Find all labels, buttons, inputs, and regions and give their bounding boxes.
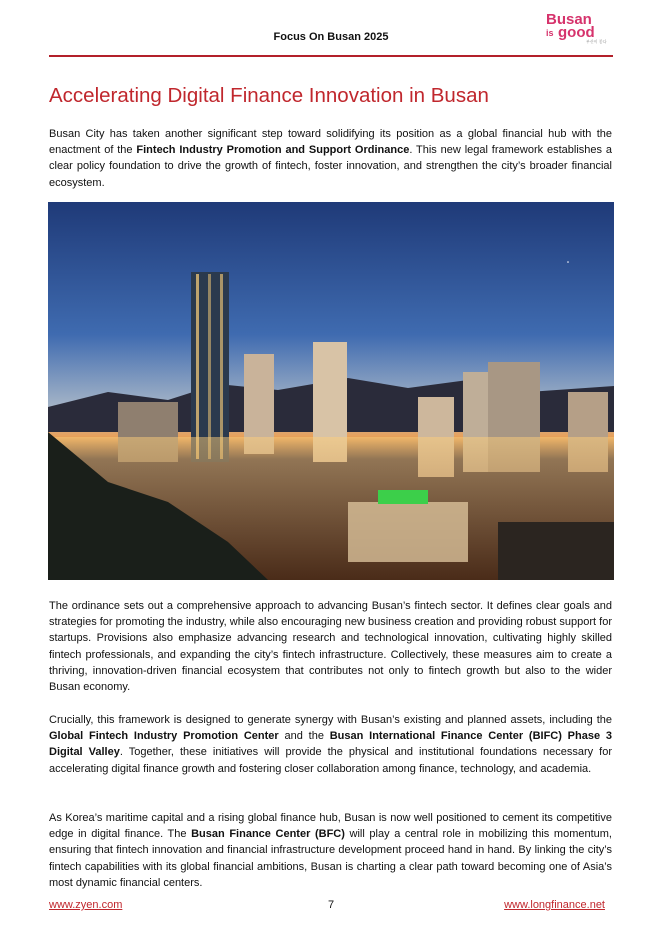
bfc-name: Busan Finance Center (BFC) bbox=[191, 828, 345, 841]
header-rule bbox=[49, 55, 613, 57]
zyen-link[interactable]: www.zyen.com bbox=[49, 899, 123, 911]
ordinance-paragraph: The ordinance sets out a comprehensive approach to advancing Busan’s fintech sector. It defines clear goals and strategies for promoting the industry, while also encouraging new business creation and providing robust support for startups. Provisions also emphasize advancing research and technological innovation, cultivating highly skilled fintech professionals, and expanding the city’s fintech infrastructure. Collectively, these measures aim to create a thriving, innovation-driven financial ecosystem that contributes not only to fintech growth but also to the wider Busan economy. bbox=[49, 600, 612, 694]
conclusion-paragraph: As Korea’s maritime capital and a rising global finance hub, Busan is now well positioned to cement its competitive edge in digital finance. The Busan Finance Center (BFC) will play a central role in mobilizing this momentum, ensuring that fintech innovation and financial infrastructure development proceed hand in hand. By linking the city’s fintech capabilities with its global financial ambitions, Busan is charting a clear path toward becoming one of Asia’s most dynamic financial centers. bbox=[49, 812, 612, 889]
busan-is-good-logo bbox=[542, 10, 618, 46]
fintech-center-name: Global Fintech Industry Promotion Center bbox=[49, 730, 279, 743]
logo-busan-text: Busan bbox=[546, 11, 592, 28]
ordinance-name: Fintech Industry Promotion and Support Ordinance bbox=[136, 144, 410, 157]
page-header-title: Focus On Busan 2025 bbox=[273, 31, 389, 43]
article-title: Accelerating Digital Finance Innovation in Busan bbox=[49, 84, 489, 107]
logo-good-text: good bbox=[558, 24, 595, 41]
logo-tagline: 부산이 좋다 bbox=[586, 39, 607, 44]
busan-skyline-photo bbox=[48, 202, 614, 580]
longfinance-link[interactable]: www.longfinance.net bbox=[504, 899, 605, 911]
page-number: 7 bbox=[327, 899, 335, 911]
intro-paragraph: Busan City has taken another significant step toward solidifying its position as a global financial hub with the enactment of the Fintech Industry Promotion and Support Ordinance. This new legal framework establishes a clear policy foundation to drive the growth of fintech, foster innovation, and strengthen the city’s broader financial ecosystem. bbox=[49, 128, 613, 189]
synergy-paragraph: Crucially, this framework is designed to generate synergy with Busan’s existing and planned assets, including the Global Fintech Industry Promotion Center and the Busan International Finance Center (BIFC) Phase 3 Digital Valley. Together, these initiatives will provide the physical and institutional foundations necessary for accelerating digital finance growth and fostering closer collaboration among finance, technology, and academia. bbox=[49, 714, 612, 775]
bifc-name: Busan International Finance Center (BIFC) Phase 3 Digital Valley bbox=[49, 730, 612, 759]
logo-is-text: is bbox=[546, 28, 554, 38]
